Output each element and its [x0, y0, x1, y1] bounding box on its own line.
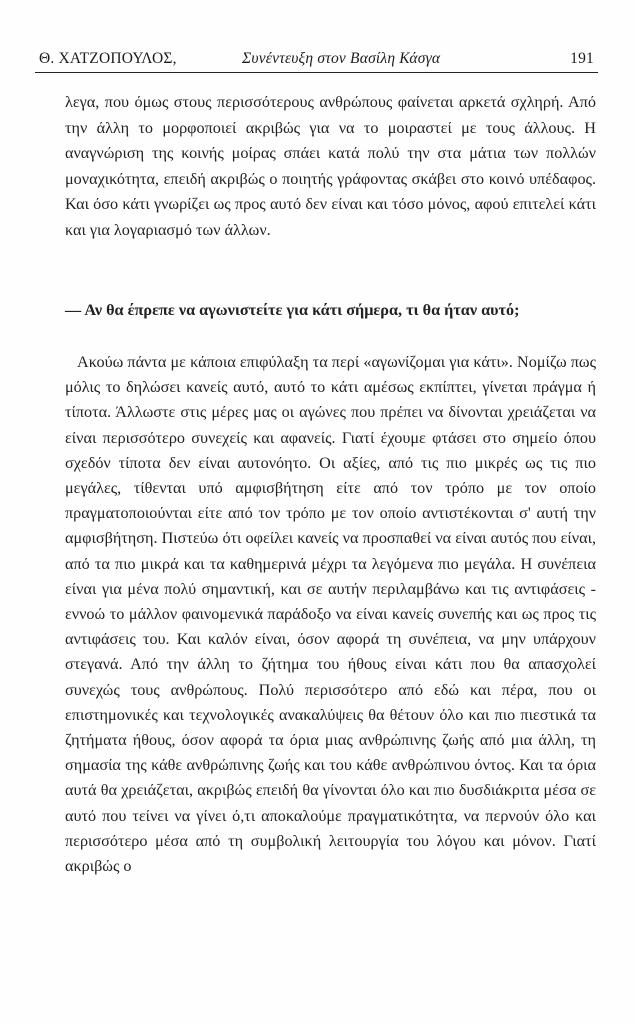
- page-number: 191: [570, 50, 594, 67]
- paragraph-answer: Ακούω πάντα με κάποια επιφύλαξη τα περί «αγωνίζομαι για κάτι». Νομίζω πως μόλις το δηλώσει κανείς αυτό, αυτό το κάτι αμέσως εκπίπτει, γίνεται πράγμα ή τίποτα. Άλλωστε στις μέρες μας οι αγώνες που πρέπει να δίνονται χρειάζεται να είναι περισσότερο συνεχείς και αφανείς. Γιατί έχουμε φτάσει στο σημείο όπου σχεδόν τίποτα δεν είναι αυτονόητο. Οι αξίες, από τις πιο μικρές ως τις πιο μεγάλες, τίθενται υπό αμφισβήτηση είτε από τον τρόπο με τον οποίο πραγματοποιούνται είτε από τον τρόπο με τον οποίο αντιστέκονται σ' αυτή την αμφισβήτηση. Πιστεύω ότι οφείλει κανείς να προσπαθεί να είναι αυτός που είναι, από τα πιο μικρά και τα καθημερινά μέχρι τα λεγόμενα πιο μεγάλα. Η συνέπεια είναι για μένα πολύ σημαντική, και σε αυτήν περιλαμβάνω και τις αντιφάσεις - εννοώ το μάλλον φαινομενικά παράδοξο να είναι κανείς συνεπής και ως προς τις αντιφάσεις του. Και καλόν είναι, όσον αφορά τη συνέπεια, να μην υπάρχουν στεγανά. Από την άλλη το ζήτημα του ήθους είναι κάτι που θα απασχολεί συνεχώς τους ανθρώπους. Πολύ περισσότερο από εδώ και πέρα, που οι επιστημονικές και τεχνολογικές ανακαλύψεις θα θέτουν όλο και πιο πιεστικά τα ζητήματα ήθους, όσον αφορά τα όρια μιας ανθρώπινης ζωής από μια άλλη, τη σημασία της κάθε ανθρώπινης ζωής και του κάθε ανθρώπινου όντος. Και τα όρια αυτά θα χρειάζεται, ακριβώς επειδή θα γίνονται όλο και πιο δυσδιάκριτα μέσα σε αυτό που τείνει να γίνει ό,τι αποκαλούμε πραγματικότητα, να περνούν όλο και περισσότερο μέσα από τη συμβολική λειτουργία του λόγου και μόνον. Γιατί ακριβώς ο: [65, 353, 596, 876]
- header-author: Θ. ΧΑΤΖΟΠΟΥΛΟΣ,: [39, 50, 177, 67]
- interview-question: — Αν θα έπρεπε να αγωνιστείτε για κάτι σήμερα, τι θα ήταν αυτό;: [65, 301, 520, 319]
- paragraph-continuation: λεγα, που όμως στους περισσότερους ανθρώπους φαίνεται αρκετά σχληρή. Από την άλλη το μορφοποιεί ακριβώς για να το μοιραστεί με τους άλλους. Η αναγνώριση της κοινής μοίρας σπάει κατά πολύ την στα μάτια των πολλών μοναχικότητα, επειδή ακριβώς ο ποιητής γράφοντας σκάβει στο κοινό υπέδαφος. Και όσο κάτι γνωρίζει ως προς αυτό δεν είναι και τόσο μόνος, αφού επιτελεί κάτι και για λογαριασμό των άλλων.: [65, 93, 596, 239]
- running-header: [35, 46, 598, 73]
- header-title: Συνέντευξη στον Βασίλη Κάσγα: [242, 50, 441, 67]
